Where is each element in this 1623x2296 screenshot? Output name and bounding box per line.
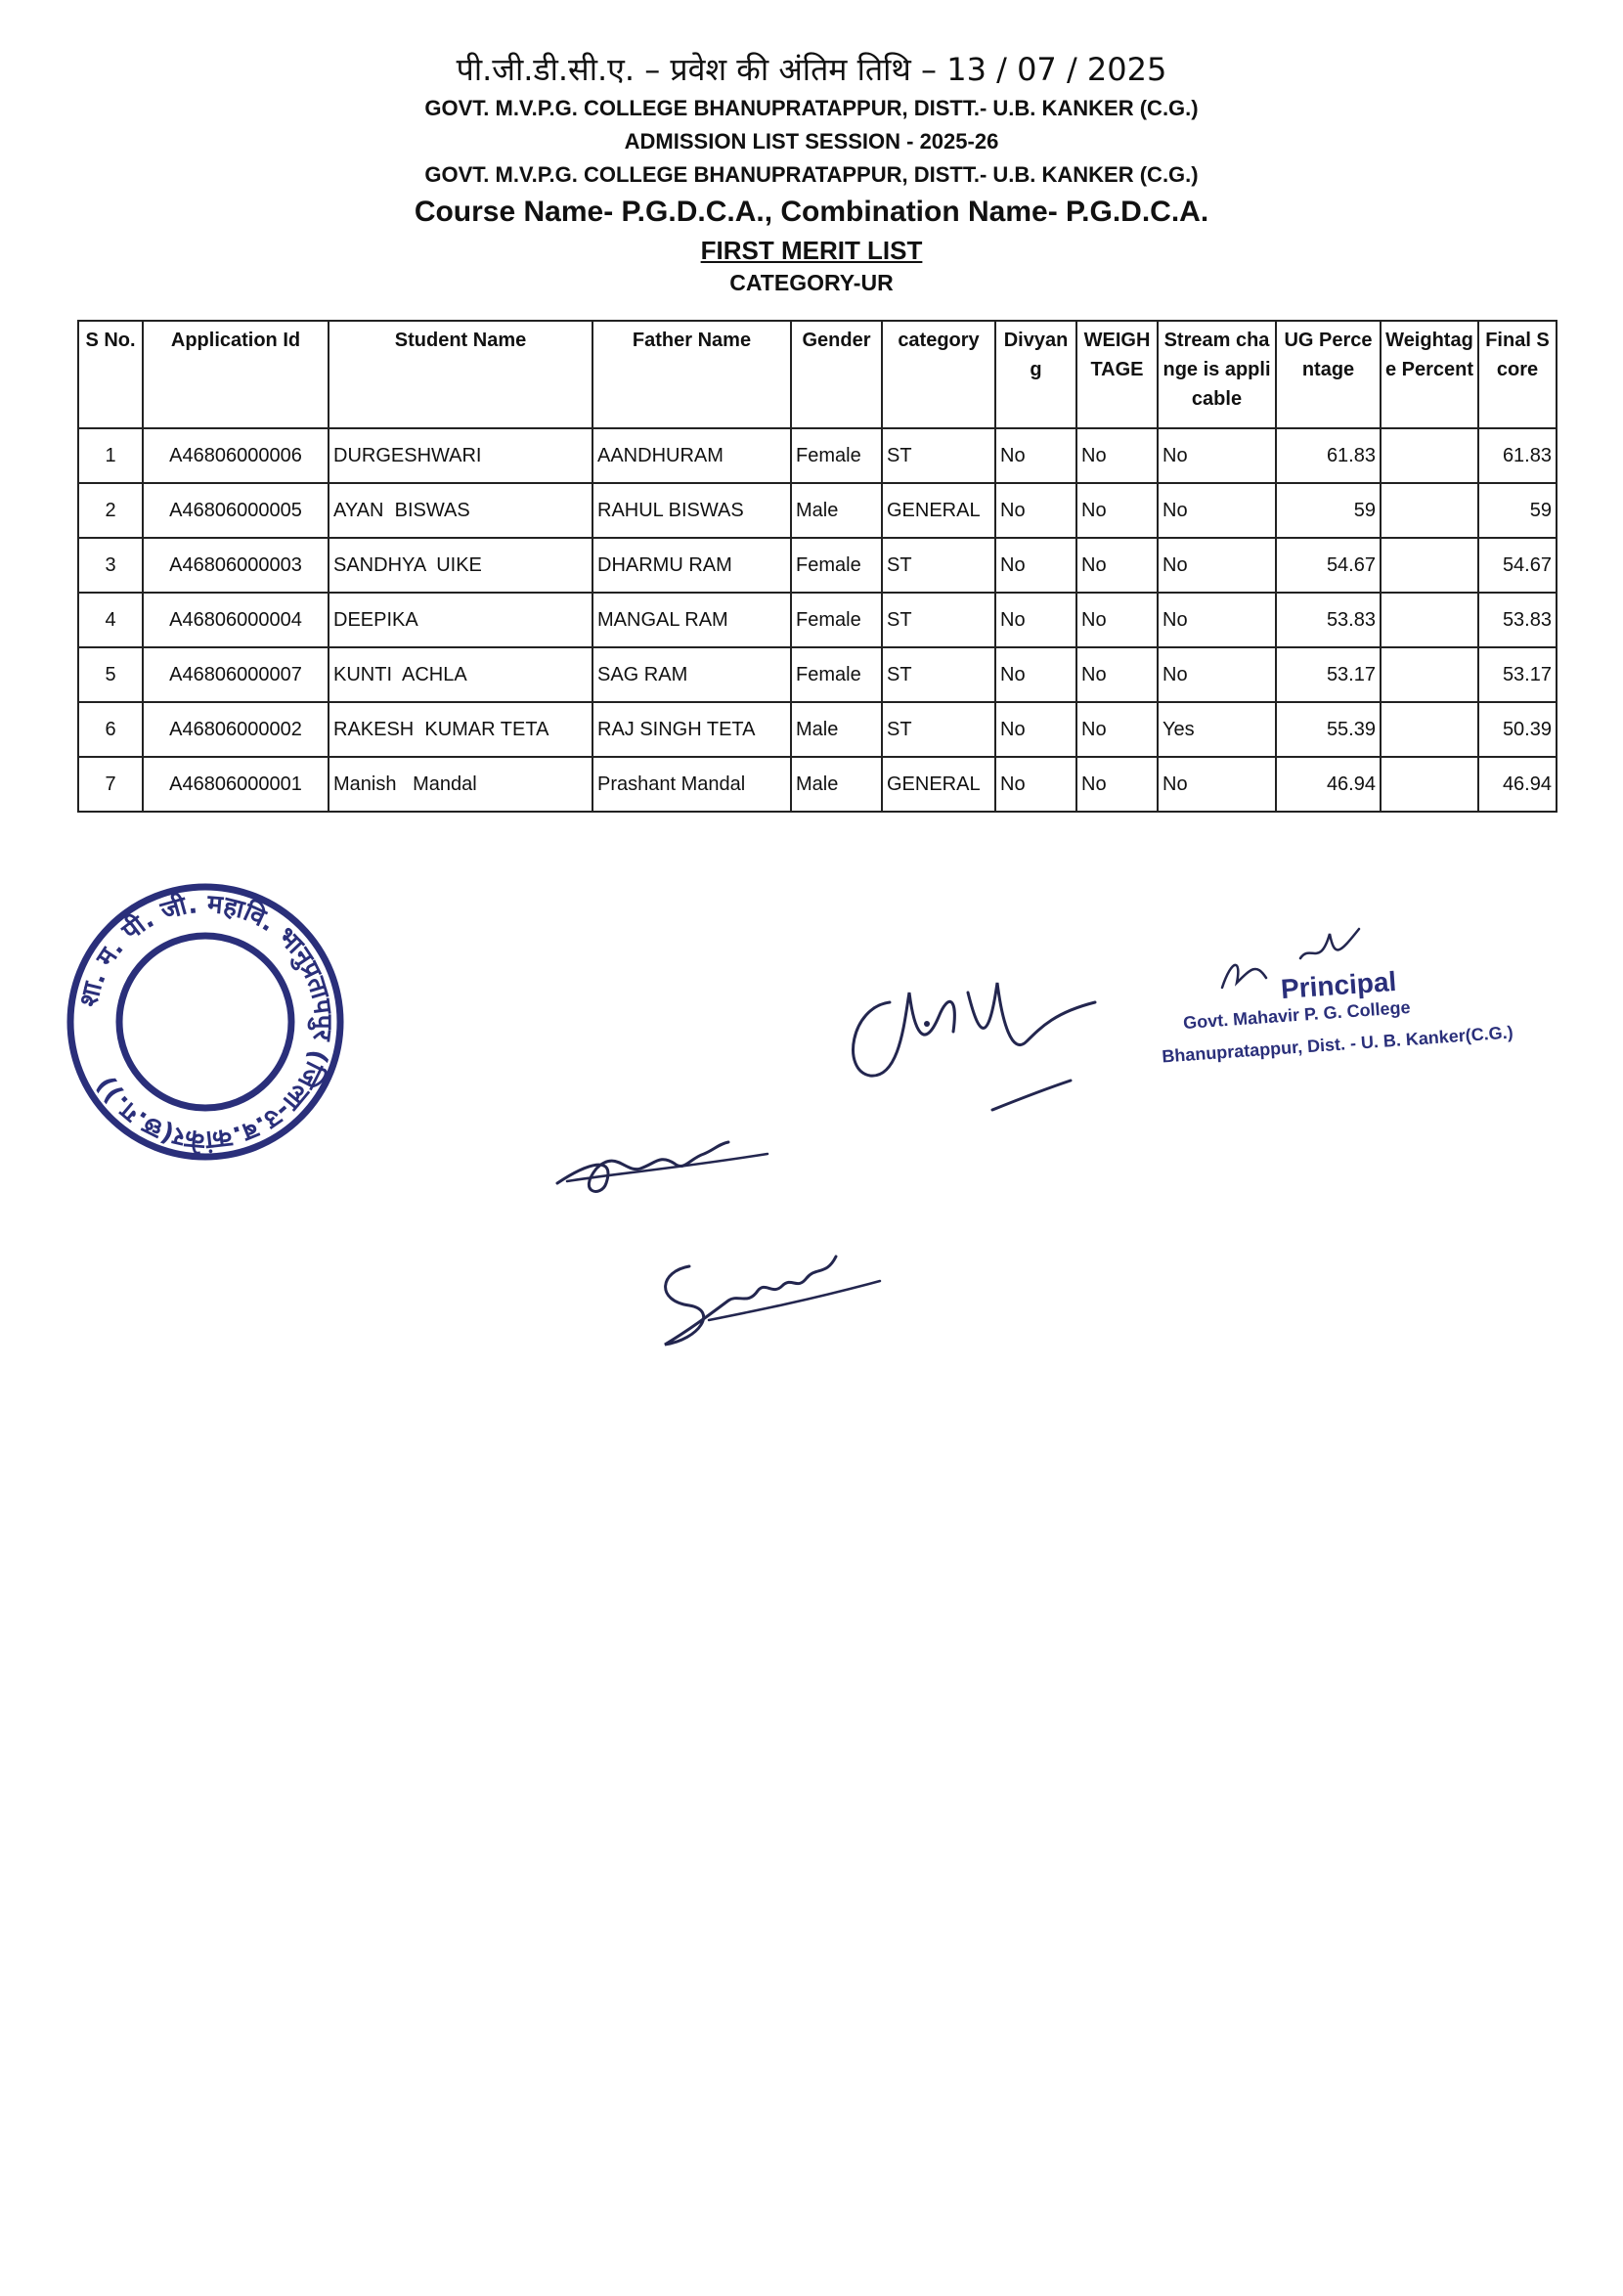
college-name: GOVT. M.V.P.G. COLLEGE BHANUPRATAPPUR, DISTT.- U.B. KANKER (C.G.) <box>424 96 1199 120</box>
principal-title: Principal <box>1280 965 1398 1005</box>
cell-father-name: MANGAL RAM <box>592 593 791 647</box>
cell-ug-percentage: 53.83 <box>1276 593 1381 647</box>
cell-divyang: No <box>995 538 1076 593</box>
cell-application-id: A46806000002 <box>143 702 329 757</box>
cell-stream-change: No <box>1158 483 1276 538</box>
cell-divyang: No <box>995 483 1076 538</box>
cell-divyang: No <box>995 647 1076 702</box>
cell-ug-percentage: 54.67 <box>1276 538 1381 593</box>
cell-category: ST <box>882 428 995 483</box>
table-row <box>78 647 1557 702</box>
cell-ug-percentage: 61.83 <box>1276 428 1381 483</box>
cell-stream-change: No <box>1158 593 1276 647</box>
cell-sno: 6 <box>78 702 143 757</box>
cell-weightage: No <box>1076 757 1158 812</box>
cell-category: ST <box>882 647 995 702</box>
cell-sno: 3 <box>78 538 143 593</box>
cell-sno: 2 <box>78 483 143 538</box>
cell-weightage: No <box>1076 483 1158 538</box>
admission-session: ADMISSION LIST SESSION - 2025-26 <box>624 129 999 154</box>
cell-stream-change: No <box>1158 538 1276 593</box>
cell-stream-change: Yes <box>1158 702 1276 757</box>
merit-list-title: FIRST MERIT LIST <box>700 236 923 265</box>
cell-weightage: No <box>1076 593 1158 647</box>
cell-weightage-percent <box>1381 757 1478 812</box>
cell-category: ST <box>882 538 995 593</box>
principal-stamp <box>1154 919 1545 1095</box>
cell-ug-percentage: 59 <box>1276 483 1381 538</box>
col-header-student-name: Student Name <box>329 321 592 428</box>
cell-sno: 1 <box>78 428 143 483</box>
cell-student-name: Manish Mandal <box>329 757 592 812</box>
cell-weightage: No <box>1076 702 1158 757</box>
cell-stream-change: No <box>1158 647 1276 702</box>
col-header-father-name: Father Name <box>592 321 791 428</box>
cell-weightage: No <box>1076 538 1158 593</box>
cell-student-name: DURGESHWARI <box>329 428 592 483</box>
cell-student-name: DEEPIKA <box>329 593 592 647</box>
category-title: CATEGORY-UR <box>729 270 894 295</box>
cell-final-score: 46.94 <box>1478 757 1557 812</box>
document-header <box>0 47 1623 297</box>
col-header-sno: S No. <box>78 321 143 428</box>
table-row <box>78 593 1557 647</box>
cell-student-name: AYAN BISWAS <box>329 483 592 538</box>
cell-final-score: 61.83 <box>1478 428 1557 483</box>
cell-stream-change: No <box>1158 428 1276 483</box>
college-name-repeat: GOVT. M.V.P.G. COLLEGE BHANUPRATAPPUR, DISTT.- U.B. KANKER (C.G.) <box>424 162 1199 187</box>
principal-stamp-line2: Bhanupratappur, Dist. - U. B. Kanker(C.G.) <box>1161 1022 1514 1067</box>
col-header-application-id: Application Id <box>143 321 329 428</box>
table-row <box>78 483 1557 538</box>
cell-divyang: No <box>995 593 1076 647</box>
table-row <box>78 702 1557 757</box>
cell-sno: 4 <box>78 593 143 647</box>
col-header-gender: Gender <box>791 321 882 428</box>
cell-final-score: 50.39 <box>1478 702 1557 757</box>
cell-weightage-percent <box>1381 483 1478 538</box>
cell-final-score: 54.67 <box>1478 538 1557 593</box>
hindi-deadline-line: पी.जी.डी.सी.ए. – प्रवेश की अंतिम तिथि – 13 / 07 / 2025 <box>456 51 1167 88</box>
table-header-row <box>78 321 1557 428</box>
table-row <box>78 428 1557 483</box>
table-row <box>78 538 1557 593</box>
cell-divyang: No <box>995 428 1076 483</box>
cell-weightage-percent <box>1381 647 1478 702</box>
cell-final-score: 53.83 <box>1478 593 1557 647</box>
cell-gender: Male <box>791 483 882 538</box>
cell-gender: Female <box>791 647 882 702</box>
cell-weightage: No <box>1076 428 1158 483</box>
cell-ug-percentage: 53.17 <box>1276 647 1381 702</box>
cell-father-name: RAJ SINGH TETA <box>592 702 791 757</box>
principal-stamp-line1: Govt. Mahavir P. G. College <box>1182 996 1412 1034</box>
cell-application-id: A46806000006 <box>143 428 329 483</box>
cell-final-score: 53.17 <box>1478 647 1557 702</box>
signature-3 <box>650 1237 895 1359</box>
col-header-weightage-percent: Weightage Percent <box>1381 321 1478 428</box>
cell-father-name: AANDHURAM <box>592 428 791 483</box>
cell-application-id: A46806000005 <box>143 483 329 538</box>
cell-student-name: SANDHYA UIKE <box>329 538 592 593</box>
cell-student-name: RAKESH KUMAR TETA <box>329 702 592 757</box>
table-row <box>78 757 1557 812</box>
cell-ug-percentage: 55.39 <box>1276 702 1381 757</box>
cell-category: ST <box>882 702 995 757</box>
cell-application-id: A46806000001 <box>143 757 329 812</box>
cell-weightage-percent <box>1381 593 1478 647</box>
cell-weightage: No <box>1076 647 1158 702</box>
col-header-category: category <box>882 321 995 428</box>
cell-divyang: No <box>995 702 1076 757</box>
cell-application-id: A46806000004 <box>143 593 329 647</box>
cell-gender: Male <box>791 757 882 812</box>
cell-father-name: SAG RAM <box>592 647 791 702</box>
cell-student-name: KUNTI ACHLA <box>329 647 592 702</box>
signature-2 <box>548 1115 782 1203</box>
course-name: Course Name- P.G.D.C.A., Combination Name- P.G.D.C.A. <box>414 196 1209 228</box>
cell-ug-percentage: 46.94 <box>1276 757 1381 812</box>
cell-father-name: Prashant Mandal <box>592 757 791 812</box>
cell-category: ST <box>882 593 995 647</box>
cell-father-name: RAHUL BISWAS <box>592 483 791 538</box>
cell-application-id: A46806000007 <box>143 647 329 702</box>
cell-sno: 5 <box>78 647 143 702</box>
cell-father-name: DHARMU RAM <box>592 538 791 593</box>
cell-stream-change: No <box>1158 757 1276 812</box>
college-seal-stamp <box>59 875 352 1169</box>
seal-text: शा. म. पी. जी. महावि. भानुप्रतापपुर (जिला-उ.ब.कांकेर(छ.ग.)) <box>73 889 338 1155</box>
merit-table <box>77 320 1557 813</box>
cell-category: GENERAL <box>882 757 995 812</box>
cell-weightage-percent <box>1381 428 1478 483</box>
cell-weightage-percent <box>1381 702 1478 757</box>
cell-sno: 7 <box>78 757 143 812</box>
cell-divyang: No <box>995 757 1076 812</box>
cell-gender: Female <box>791 428 882 483</box>
cell-application-id: A46806000003 <box>143 538 329 593</box>
col-header-final-score: Final Score <box>1478 321 1557 428</box>
cell-weightage-percent <box>1381 538 1478 593</box>
signature-1 <box>831 963 1105 1129</box>
col-header-ug-percentage: UG Percentage <box>1276 321 1381 428</box>
col-header-stream-change: Stream change is applicable <box>1158 321 1276 428</box>
col-header-weightage: WEIGHTAGE <box>1076 321 1158 428</box>
cell-gender: Female <box>791 593 882 647</box>
cell-final-score: 59 <box>1478 483 1557 538</box>
cell-gender: Female <box>791 538 882 593</box>
col-header-divyang: Divyang <box>995 321 1076 428</box>
cell-category: GENERAL <box>882 483 995 538</box>
cell-gender: Male <box>791 702 882 757</box>
